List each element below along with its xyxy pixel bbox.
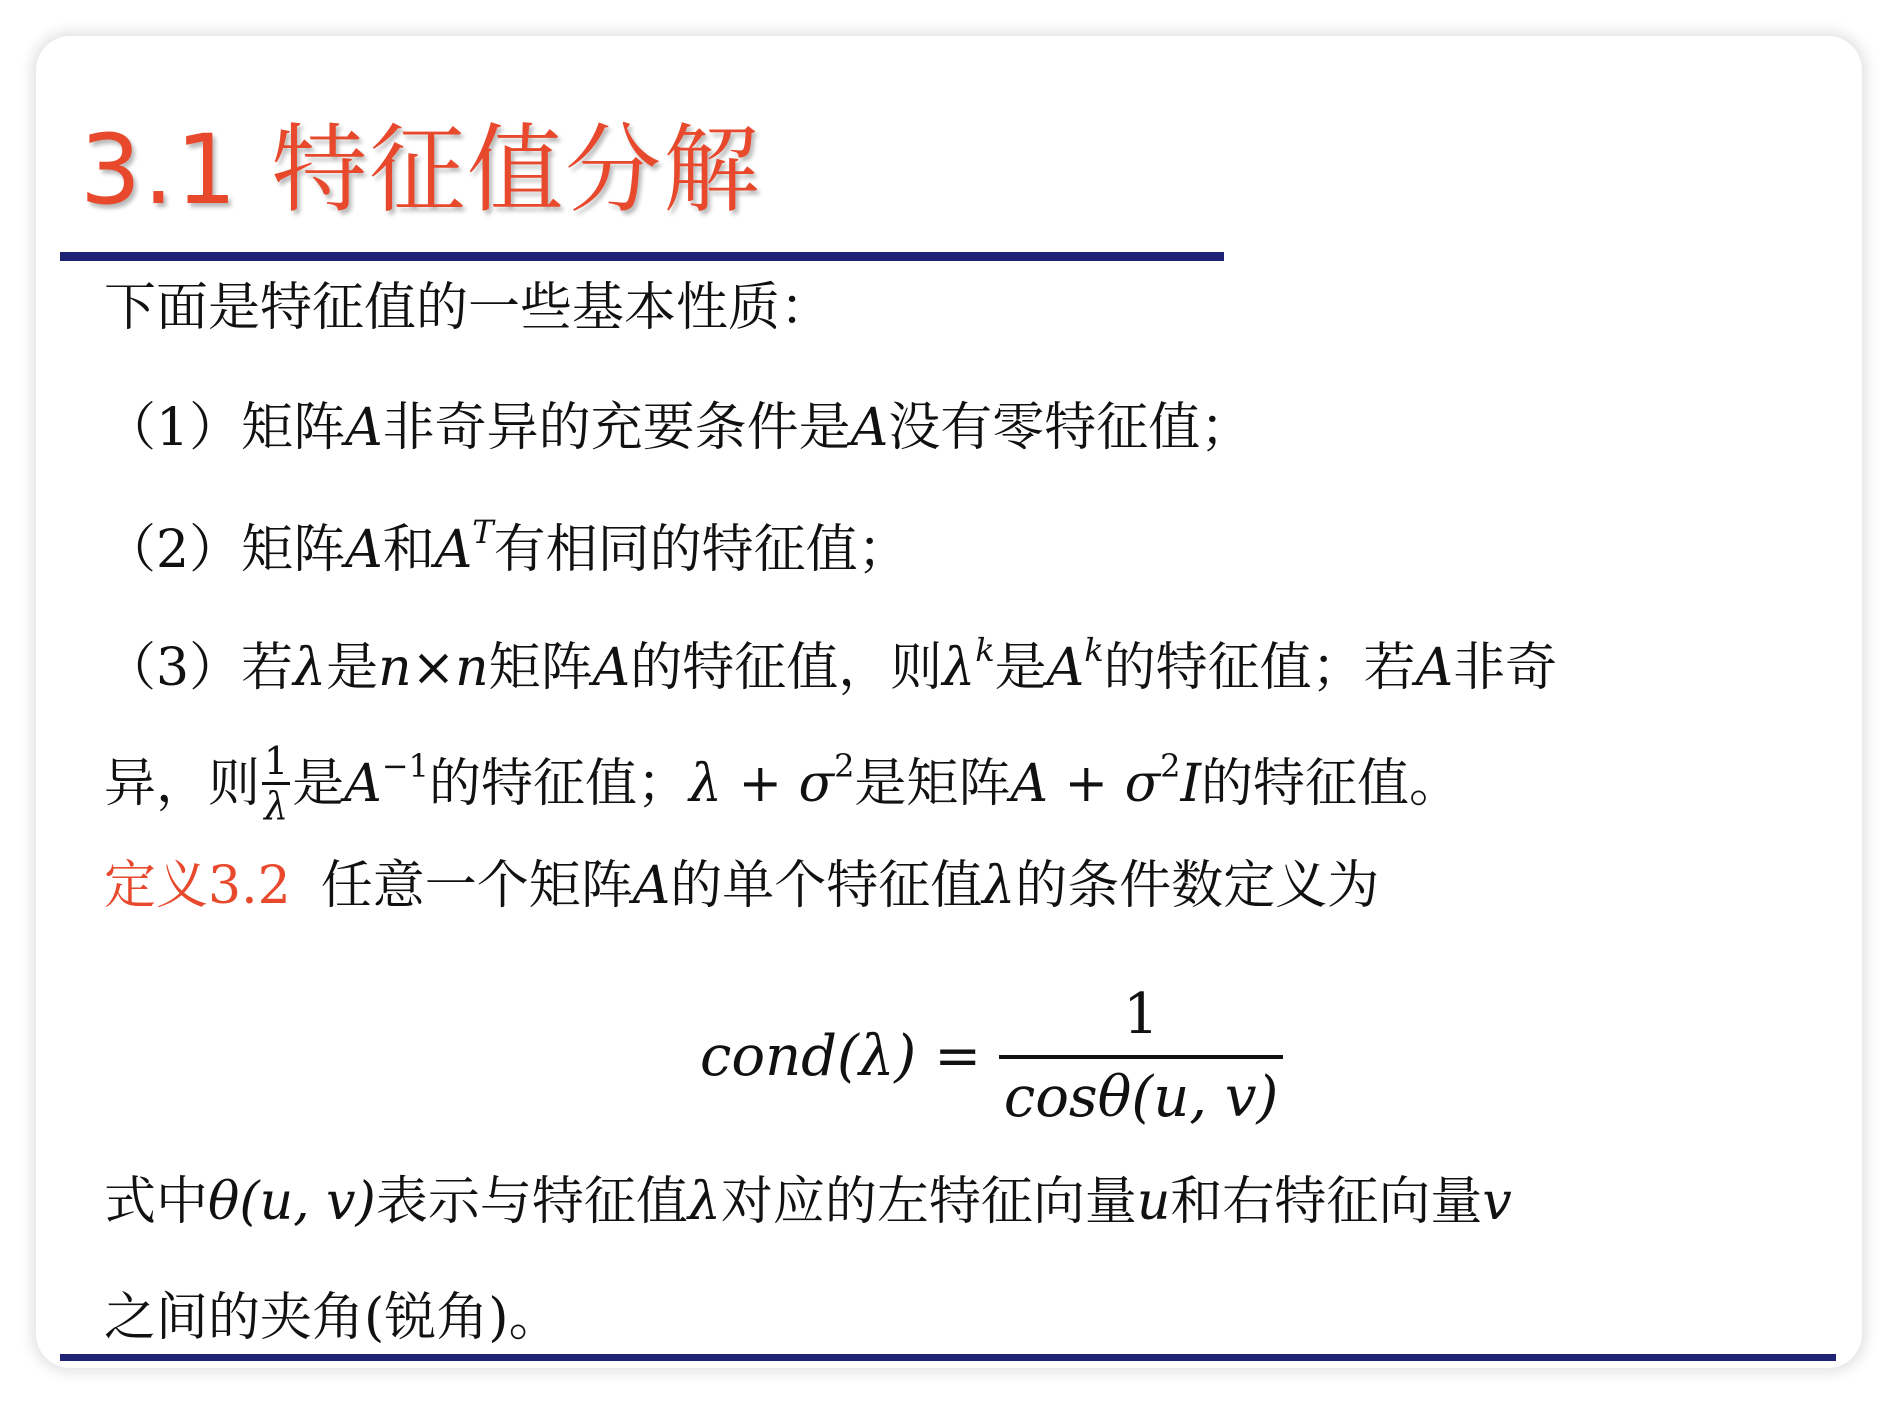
p2-transpose-sup: T <box>472 513 494 551</box>
p3-var-a2: A <box>1415 638 1454 698</box>
p3-text-b: 是 <box>326 638 379 698</box>
explain-theta: θ(u, v) <box>208 1172 376 1232</box>
property-3 <box>104 631 1558 698</box>
explain-u: u <box>1136 1172 1171 1232</box>
explain-text-d: 和右特征向量 <box>1170 1172 1483 1232</box>
p1-text-b: 非奇异的充要条件是 <box>382 398 851 458</box>
definition-line <box>104 856 1380 916</box>
explain-text-b: 表示与特征值 <box>375 1172 688 1232</box>
p3-text-f: 的特征值；若 <box>1103 638 1416 698</box>
definition-label: 定义3.2 <box>104 856 291 916</box>
p3c-text-c: 的特征值； <box>428 754 689 814</box>
p1-var-a: A <box>345 398 383 458</box>
p3-nxn: n×n <box>378 638 489 698</box>
p3c-text-b: 是 <box>292 754 345 814</box>
p3c-text-a: 异，则 <box>104 754 261 814</box>
slide <box>36 36 1862 1368</box>
formula-denominator: cosθ(u, v) <box>1003 1065 1279 1130</box>
explain-lambda: λ <box>687 1172 721 1232</box>
p1-text-c: 没有零特征值； <box>888 398 1253 458</box>
condition-number-formula <box>700 982 1283 1130</box>
explain-text-c: 对应的左特征向量 <box>720 1172 1137 1232</box>
property-2-marker: （2） <box>104 520 242 580</box>
definition-lambda: λ <box>982 856 1016 916</box>
bottom-rule <box>60 1354 1836 1361</box>
explain-text-2: 之间的夹角(锐角)。 <box>104 1288 561 1348</box>
one-over-lambda-fraction <box>262 739 290 828</box>
property-2 <box>104 513 910 580</box>
p2-text-a: 矩阵 <box>241 520 346 580</box>
property-3-marker: （3） <box>104 638 242 698</box>
explain-text-a: 式中 <box>104 1172 209 1232</box>
p3-text-g: 非奇 <box>1453 638 1558 698</box>
p3c-square-2: 2 <box>1160 747 1181 785</box>
p3c-inverse-sup: −1 <box>381 747 429 785</box>
explanation-line-1 <box>104 1172 1512 1232</box>
p3c-text-d: 是矩阵 <box>854 754 1011 814</box>
p3-var-a: A <box>592 638 631 698</box>
fraction-numerator: 1 <box>264 739 289 783</box>
p3c-expr-2: A + σ <box>1010 754 1161 814</box>
p3-text-c: 矩阵 <box>488 638 593 698</box>
formula-numerator: 1 <box>1123 982 1159 1047</box>
property-3-continued <box>104 739 1462 829</box>
p3-text-d: 的特征值，则 <box>630 638 943 698</box>
definition-text-b: 的单个特征值 <box>670 856 983 916</box>
formula-equals: = <box>934 1023 982 1089</box>
property-1-marker: （1） <box>104 398 242 458</box>
title-underline <box>60 252 1224 261</box>
p3c-identity: I <box>1180 754 1202 814</box>
p3c-text-e: 的特征值。 <box>1201 754 1462 814</box>
p3-k-sup-1: k <box>975 631 995 669</box>
fraction-denominator: λ <box>264 784 289 828</box>
p1-text-a: 矩阵 <box>241 398 346 458</box>
property-1 <box>104 398 1253 458</box>
explanation-line-2 <box>104 1288 561 1348</box>
p2-var-a-transpose: A <box>434 520 473 580</box>
p1-var-a2: A <box>850 398 889 458</box>
formula-lhs: cond(λ) <box>700 1023 917 1089</box>
p3-k-sup-2: k <box>1084 631 1104 669</box>
p3-a-k: A <box>1046 638 1085 698</box>
intro-text: 下面是特征值的一些基本性质： <box>104 278 833 338</box>
p3-lambda: λ <box>293 638 327 698</box>
explain-v: v <box>1482 1172 1512 1232</box>
p3-lambda-k: λ <box>942 638 976 698</box>
intro-line <box>104 278 833 338</box>
p2-text-b: 和 <box>382 520 435 580</box>
definition-var-a: A <box>632 856 671 916</box>
p3-text-a: 若 <box>241 638 294 698</box>
p3c-square-1: 2 <box>834 747 855 785</box>
definition-text-a: 任意一个矩阵 <box>320 856 633 916</box>
formula-fraction <box>999 982 1283 1130</box>
p3-text-e: 是 <box>994 638 1047 698</box>
p3c-expr-1: λ + σ <box>688 754 835 814</box>
p2-var-a: A <box>345 520 383 580</box>
p3c-a-inverse: A <box>344 754 382 814</box>
definition-text-c: 的条件数定义为 <box>1015 856 1380 916</box>
slide-title: 3.1 特征值分解 <box>80 114 762 226</box>
p2-text-c: 有相同的特征值； <box>493 520 910 580</box>
